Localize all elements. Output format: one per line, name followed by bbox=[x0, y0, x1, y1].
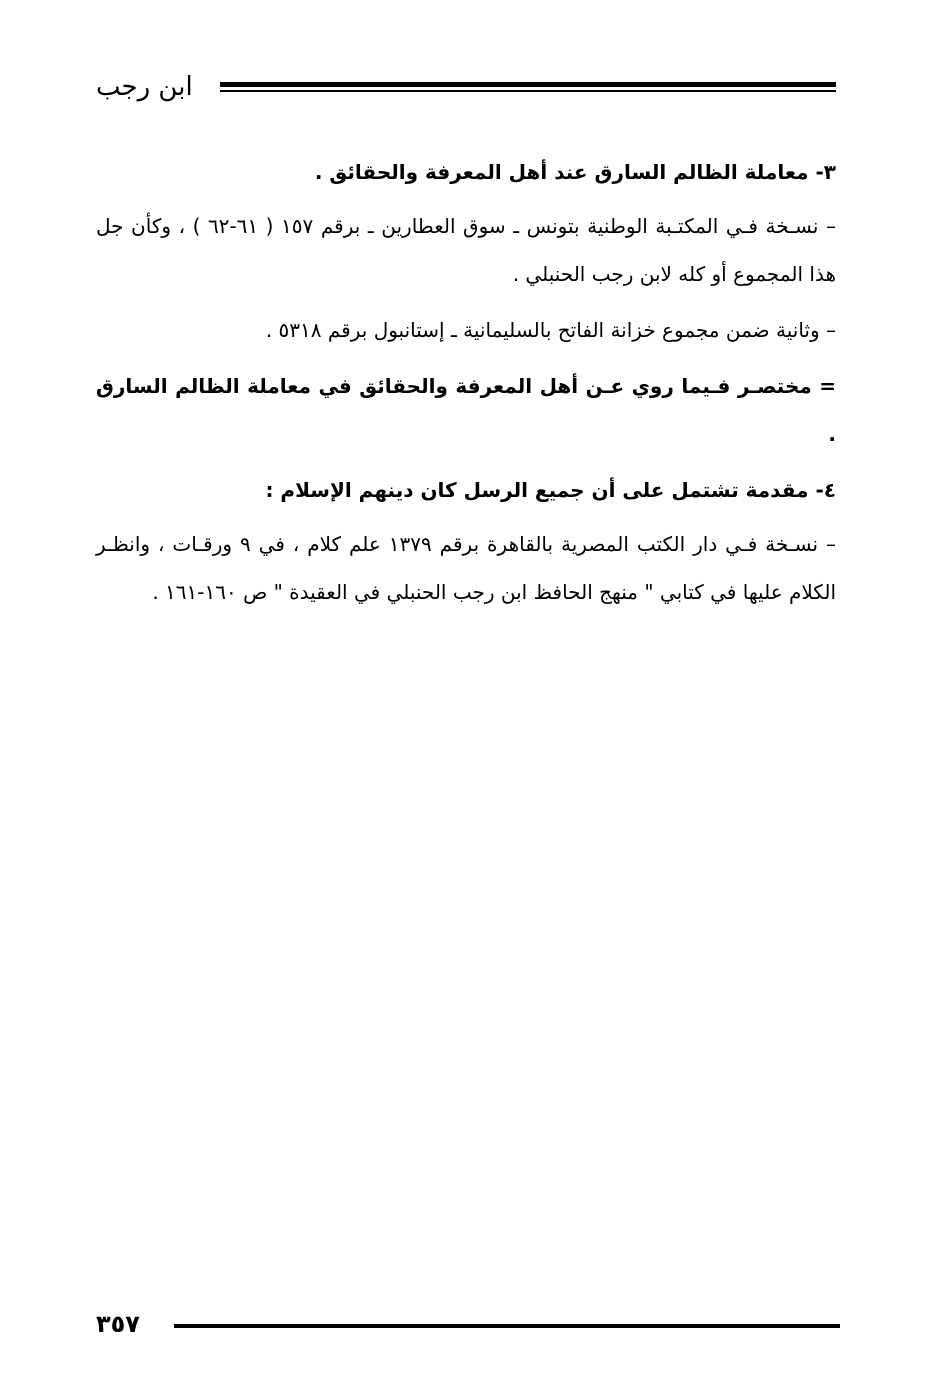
section-3-item-2: – وثانية ضمن مجموع خزانة الفاتح بالسليمانية ـ إستانبول برقم ٥٣١٨ . bbox=[265, 318, 836, 342]
page-number: ٣٥٧ bbox=[96, 1310, 140, 1338]
section-4-item-1: – نسـخة فـي دار الكتب المصرية بالقاهرة برقم ١٣٧٩ علم كلام ، في ٩ ورقـات ، وانظـر الكلام عليها في كتابي " منهج الحافظ ابن رجب الحنبلي في العقيدة " ص ١٦٠-١٦١ . bbox=[96, 532, 836, 604]
header-rule-thick bbox=[220, 82, 836, 87]
section-3-summary: = مختصـر فـيما روي عـن أهل المعرفة والحقائق في معاملة الظالم السارق . bbox=[96, 374, 836, 446]
running-header bbox=[96, 68, 836, 108]
running-title: ابن رجب bbox=[96, 72, 193, 102]
header-rule bbox=[220, 82, 836, 92]
section-3-heading: ٣- معاملة الظالم السارق عند أهل المعرفة والحقائق . bbox=[314, 160, 836, 184]
page-content bbox=[96, 148, 836, 624]
section-3-item-1: – نسـخة فـي المكتـبة الوطنية بتونس ـ سوق العطارين ـ برقم ١٥٧ ( ٦١-٦٢ ) ، وكأن جل هذا المجموع أو كله لابن رجب الحنبلي . bbox=[96, 214, 836, 286]
section-4-heading: ٤- مقدمة تشتمل على أن جميع الرسل كان دينهم الإسلام : bbox=[265, 478, 836, 502]
page-footer bbox=[96, 1308, 840, 1348]
header-rule-thin bbox=[220, 90, 836, 92]
footer-rule bbox=[174, 1324, 840, 1328]
